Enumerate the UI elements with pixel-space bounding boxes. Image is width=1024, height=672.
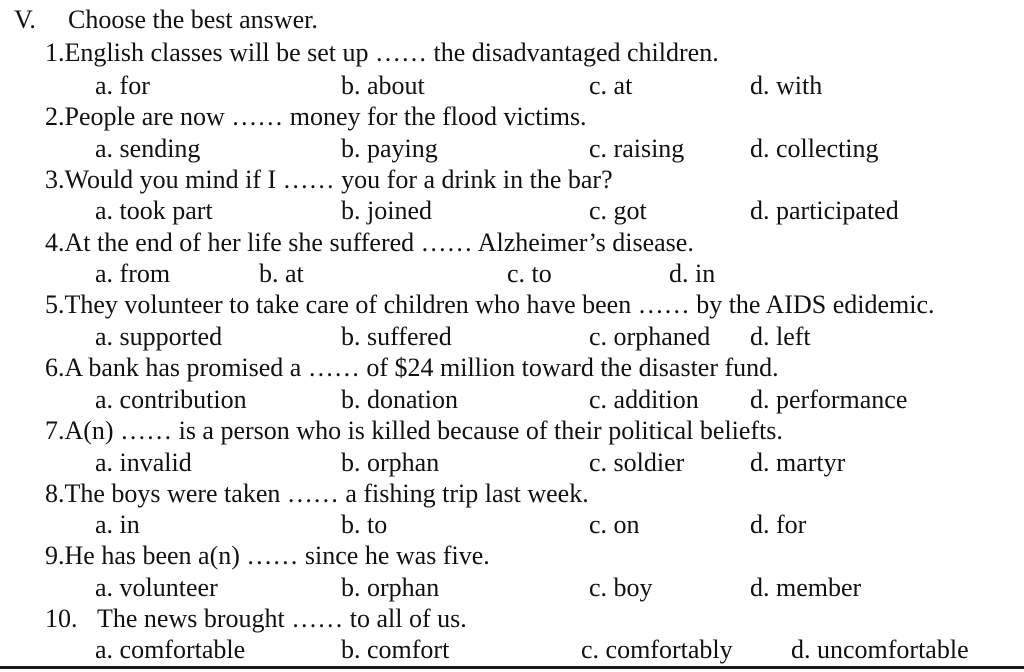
q7-option-b: b. orphan xyxy=(341,448,440,477)
q1-option-b: b. about xyxy=(341,71,425,100)
question-number: 9. xyxy=(45,541,65,570)
question-7 xyxy=(45,415,783,447)
q4-option-a: a. from xyxy=(95,259,171,288)
q7-option-c: c. soldier xyxy=(589,448,685,477)
bottom-divider xyxy=(0,666,1024,669)
question-number: 2. xyxy=(45,102,65,131)
question-number: 6. xyxy=(45,353,65,382)
question-text: Would you mind if I …… you for a drink in the bar? xyxy=(64,165,613,194)
question-text: They volunteer to take care of children who have been …… by the AIDS edidemic. xyxy=(64,290,935,319)
question-text: A bank has promised a …… of $24 million toward the disaster fund. xyxy=(64,353,779,382)
q2-option-b: b. paying xyxy=(341,134,438,163)
question-text: At the end of her life she suffered …… Alzheimer’s disease. xyxy=(64,228,694,257)
question-text: The news brought …… to all of us. xyxy=(97,604,467,633)
q1-option-c: c. at xyxy=(589,71,633,100)
q7-option-a: a. invalid xyxy=(95,448,192,477)
q6-option-a: a. contribution xyxy=(95,385,247,414)
q9-option-a: a. volunteer xyxy=(95,573,218,602)
q9-option-b: b. orphan xyxy=(341,573,440,602)
q10-option-c: c. comfortably xyxy=(581,635,733,664)
q5-option-a: a. supported xyxy=(95,322,223,351)
q3-option-a: a. took part xyxy=(95,196,213,225)
q6-option-c: c. addition xyxy=(589,385,699,414)
q3-option-b: b. joined xyxy=(341,196,432,225)
question-10 xyxy=(45,603,467,635)
q10-option-d: d. uncomfortable xyxy=(791,635,969,664)
question-number: 5. xyxy=(45,290,65,319)
q9-option-c: c. boy xyxy=(589,573,653,602)
q5-option-d: d. left xyxy=(750,322,811,351)
q8-option-c: c. on xyxy=(589,510,640,539)
question-text: He has been a(n) …… since he was five. xyxy=(64,541,490,570)
q1-option-a: a. for xyxy=(95,71,150,100)
section-number: V. xyxy=(14,5,36,34)
q3-option-d: d. participated xyxy=(750,196,899,225)
q6-option-b: b. donation xyxy=(341,385,458,414)
q5-option-c: c. orphaned xyxy=(589,322,711,351)
q7-option-d: d. martyr xyxy=(750,448,846,477)
question-number: 10. xyxy=(45,604,78,633)
question-number: 1. xyxy=(45,38,65,67)
q10-option-b: b. comfort xyxy=(341,635,450,664)
q3-option-c: c. got xyxy=(589,196,647,225)
q8-option-b: b. to xyxy=(341,510,388,539)
question-text: The boys were taken …… a fishing trip last week. xyxy=(64,479,589,508)
q5-option-b: b. suffered xyxy=(341,322,452,351)
question-number: 7. xyxy=(45,416,65,445)
q4-option-d: d. in xyxy=(669,259,716,288)
q4-option-b: b. at xyxy=(259,259,304,288)
question-number: 4. xyxy=(45,228,65,257)
section-instruction: Choose the best answer. xyxy=(68,5,318,34)
q6-option-d: d. performance xyxy=(750,385,908,414)
question-8 xyxy=(45,478,589,510)
q10-option-a: a. comfortable xyxy=(95,635,246,664)
question-9 xyxy=(45,540,490,572)
q2-option-a: a. sending xyxy=(95,134,201,163)
question-2 xyxy=(45,101,587,133)
q2-option-c: c. raising xyxy=(589,134,685,163)
question-3 xyxy=(45,164,613,196)
question-4 xyxy=(45,227,694,259)
question-number: 3. xyxy=(45,165,65,194)
section-heading xyxy=(14,3,318,37)
question-number: 8. xyxy=(45,479,65,508)
q4-option-c: c. to xyxy=(507,259,552,288)
question-text: English classes will be set up …… the disadvantaged children. xyxy=(64,38,719,67)
question-5 xyxy=(45,289,934,321)
q9-option-d: d. member xyxy=(750,573,862,602)
q8-option-a: a. in xyxy=(95,510,140,539)
question-6 xyxy=(45,352,779,384)
q8-option-d: d. for xyxy=(750,510,807,539)
q2-option-d: d. collecting xyxy=(750,134,879,163)
q1-option-d: d. with xyxy=(750,71,823,100)
question-1 xyxy=(45,37,719,69)
question-text: People are now …… money for the flood victims. xyxy=(64,102,587,131)
question-text: A(n) …… is a person who is killed because of their political beliefts. xyxy=(64,416,783,445)
